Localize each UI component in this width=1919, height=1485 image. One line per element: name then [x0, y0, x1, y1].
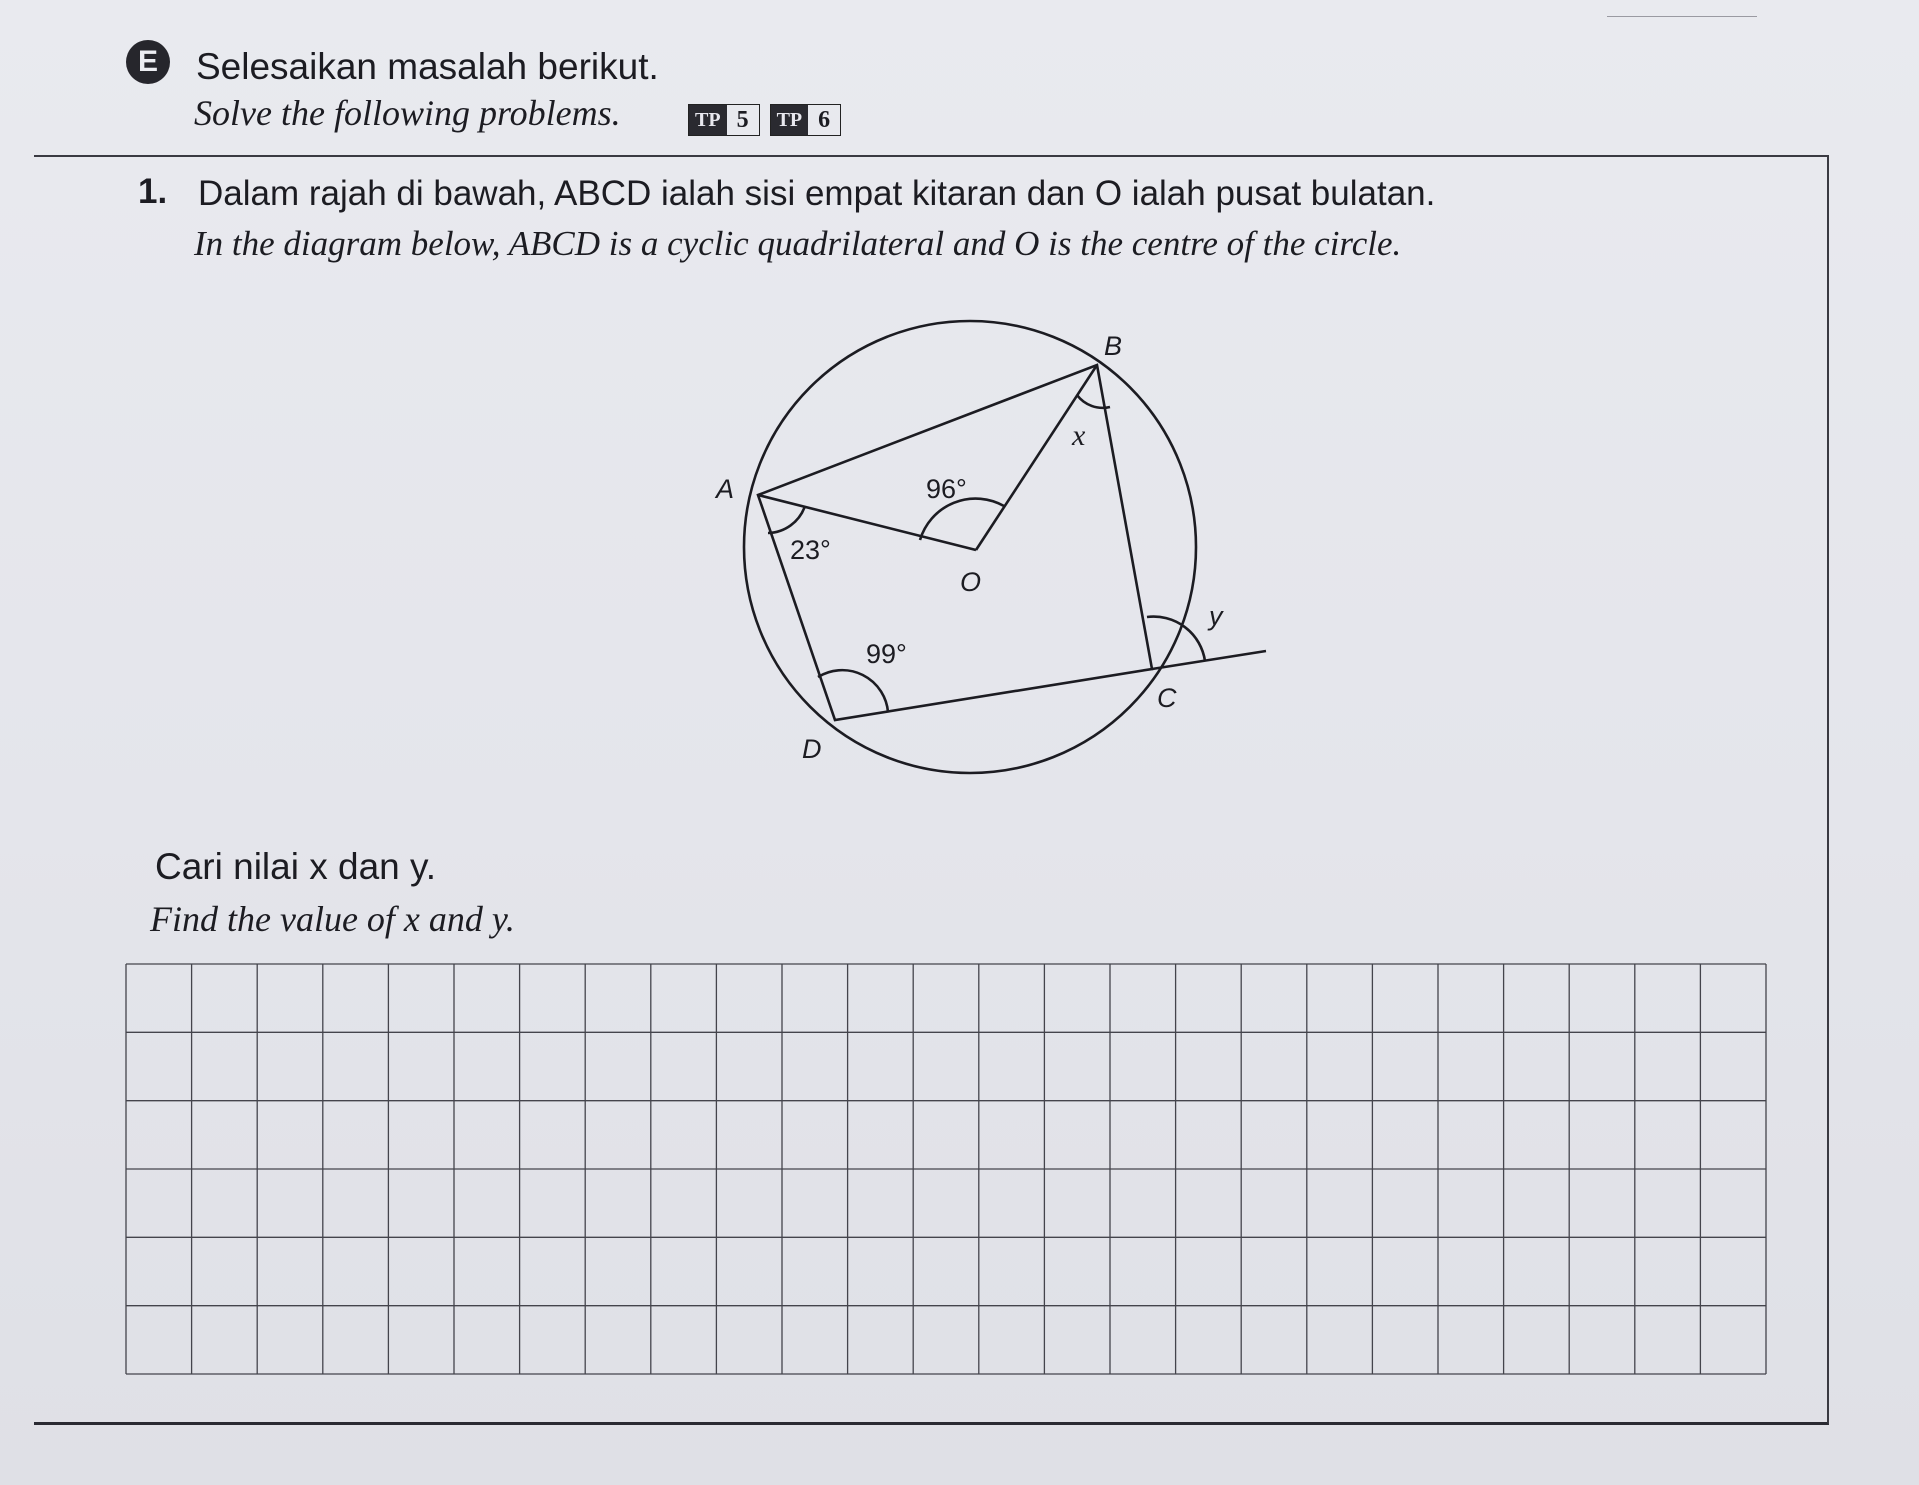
tp-level: 6 — [818, 106, 831, 133]
instruction-malay: Cari nilai x dan y. — [155, 846, 437, 887]
label-point-a: A — [716, 474, 735, 504]
question-text-malay: Dalam rajah di bawah, ABCD ialah sisi empat kitaran dan O ialah pusat bulatan. — [198, 174, 1436, 213]
label-point-d: D — [802, 734, 822, 764]
tp-label: TP — [771, 105, 809, 135]
question-text-english: In the diagram below, ABCD is a cyclic quadrilateral and O is the centre of the circle. — [194, 224, 1402, 263]
label-angle-y: y — [1209, 601, 1223, 631]
label-point-c: C — [1157, 683, 1177, 713]
instruction-english: Find the value of x and y. — [150, 899, 515, 939]
tp-label: TP — [689, 105, 727, 135]
label-point-o: O — [960, 567, 982, 597]
question-number: 1. — [138, 172, 168, 211]
label-angle-96: 96° — [926, 474, 967, 504]
label-point-b: B — [1104, 331, 1123, 361]
label-angle-99: 99° — [866, 639, 907, 669]
label-angle-x: x — [1072, 419, 1086, 452]
tp-level: 5 — [736, 106, 749, 133]
section-title-malay: Selesaikan masalah berikut. — [196, 46, 659, 87]
section-title-english: Solve the following problems. — [194, 93, 621, 133]
section-badge: E — [126, 40, 170, 84]
arc-angle-99 — [818, 670, 888, 712]
label-angle-23: 23° — [790, 535, 831, 565]
answer-grid — [124, 962, 1768, 1376]
arc-angle-23 — [768, 506, 805, 533]
arc-angle-96 — [920, 499, 1004, 540]
line-ob — [976, 365, 1097, 550]
